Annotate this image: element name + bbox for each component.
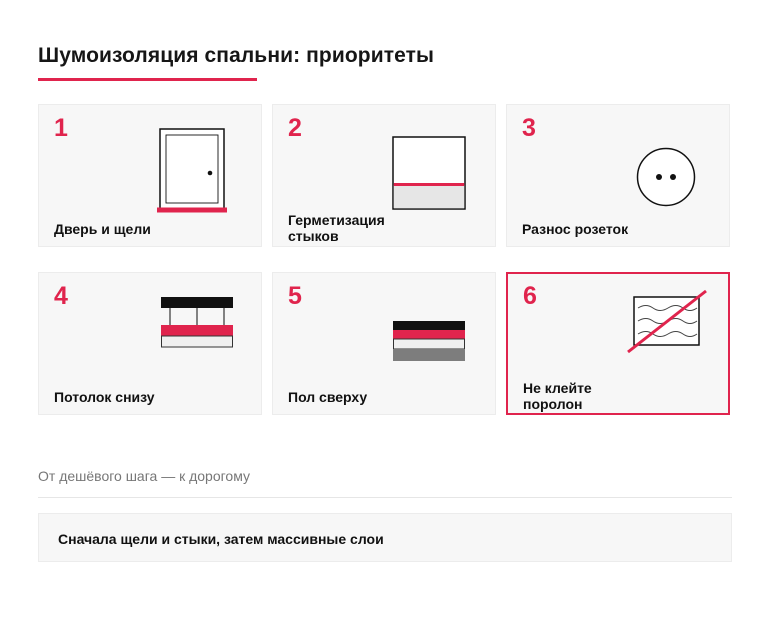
card-label-line: Не клейте — [523, 380, 592, 396]
card-number: 2 — [288, 114, 302, 142]
power-socket-icon — [631, 142, 701, 212]
page-title: Шумоизоляция спальни: приоритеты — [38, 44, 435, 67]
card-label-line: Герметизация — [288, 212, 385, 228]
card-sockets — [506, 104, 730, 247]
card-floor — [272, 272, 496, 415]
suspended-ceiling-icon — [157, 293, 237, 353]
card-number: 1 — [54, 114, 68, 142]
card-label-line: стыков — [288, 228, 339, 244]
door-icon — [155, 125, 235, 215]
card-number: 3 — [522, 114, 536, 142]
card-label: Пол сверху — [288, 389, 368, 405]
title-underline — [38, 78, 257, 81]
card-number: 4 — [54, 282, 68, 310]
wall-joint-seal-icon — [389, 133, 469, 213]
note-text: Сначала щели и стыки, затем массивные слои — [58, 531, 384, 547]
card-number: 5 — [288, 282, 302, 310]
card-number: 6 — [523, 282, 537, 310]
card-label-line: поролон — [523, 396, 583, 412]
card-door — [38, 104, 262, 247]
card-label — [523, 380, 592, 412]
card-ceiling — [38, 272, 262, 415]
note-box — [38, 513, 732, 562]
card-no-foam — [506, 272, 730, 415]
card-joints — [272, 104, 496, 247]
no-foam-icon — [622, 286, 712, 356]
card-label — [288, 212, 385, 244]
card-label: Разнос розеток — [522, 221, 629, 237]
card-label: Дверь и щели — [54, 221, 151, 237]
floor-layers-icon — [389, 317, 469, 367]
card-label: Потолок снизу — [54, 389, 155, 405]
divider — [38, 497, 732, 498]
subtitle: От дешёвого шага — к дорогому — [38, 468, 250, 484]
